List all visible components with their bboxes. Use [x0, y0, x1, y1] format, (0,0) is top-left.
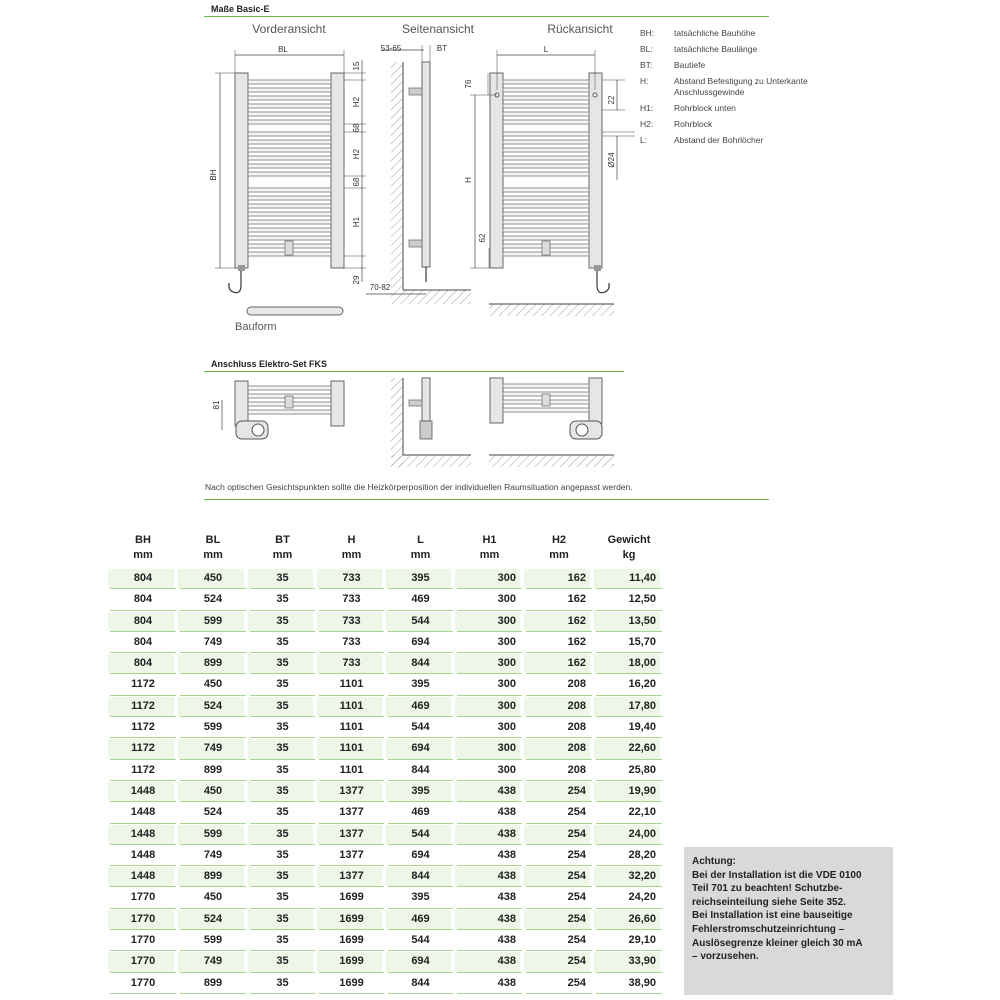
- table-row: [108, 738, 664, 759]
- table-cell: 19,40: [594, 717, 664, 738]
- table-row: [108, 696, 664, 717]
- legend-key: H:: [640, 76, 649, 86]
- table-cell: 22,10: [594, 802, 664, 823]
- section-title-elektro: Anschluss Elektro-Set FKS: [211, 359, 328, 369]
- table-cell: 300: [455, 760, 524, 781]
- table-cell: 254: [524, 845, 594, 866]
- table-cell: 1377: [317, 781, 386, 802]
- table-cell: 24,00: [594, 824, 664, 845]
- table-cell: 1172: [108, 717, 178, 738]
- dim-70-82: 70-82: [369, 283, 391, 292]
- table-cell: 1101: [317, 696, 386, 717]
- header-unit: mm: [549, 549, 569, 561]
- table-cell: 254: [524, 887, 594, 908]
- table-cell: 11,40: [594, 568, 664, 589]
- table-cell: 208: [524, 696, 594, 717]
- table-cell: 438: [455, 824, 524, 845]
- back-view-drawing: [464, 45, 635, 316]
- table-cell: 844: [386, 653, 455, 674]
- table-cell: 749: [178, 738, 248, 759]
- legend: [640, 28, 814, 151]
- table-cell: 694: [386, 845, 455, 866]
- table-cell: 162: [524, 568, 594, 589]
- legend-row-bt: [640, 60, 814, 71]
- warning-line: Bei der Installation ist die VDE 0100: [692, 869, 862, 881]
- table-cell: 733: [317, 611, 386, 632]
- table-cell: 733: [317, 653, 386, 674]
- table-cell: 1377: [317, 866, 386, 887]
- table-cell: 1699: [317, 930, 386, 951]
- header-unit: kg: [622, 549, 636, 561]
- table-row: [108, 568, 664, 589]
- legend-row-h2: [640, 119, 814, 130]
- elektro-set-drawings: [212, 378, 614, 468]
- table-cell: 35: [248, 674, 317, 695]
- table-cell: 208: [524, 717, 594, 738]
- table-cell: 22,60: [594, 738, 664, 759]
- dim-81: 81: [212, 400, 221, 410]
- table-cell: 35: [248, 696, 317, 717]
- table-cell: 1699: [317, 951, 386, 972]
- legend-row-h: [640, 76, 814, 98]
- table-cell: 1448: [108, 824, 178, 845]
- legend-key: BH:: [640, 28, 655, 38]
- table-cell: 300: [455, 653, 524, 674]
- legend-value: tatsächliche Baulänge: [674, 44, 758, 54]
- warning-line: – vorzusehen.: [692, 951, 759, 963]
- table-cell: 24,20: [594, 887, 664, 908]
- warning-title: Achtung:: [692, 856, 736, 867]
- table-cell: 733: [317, 589, 386, 610]
- dim-24: Ø24: [607, 152, 616, 168]
- table-cell: 804: [108, 589, 178, 610]
- table-row: [108, 845, 664, 866]
- table-cell: 25,80: [594, 760, 664, 781]
- table-cell: 300: [455, 696, 524, 717]
- table-cell: 544: [386, 824, 455, 845]
- table-cell: 1377: [317, 802, 386, 823]
- dimensions-table: [108, 528, 664, 994]
- table-row: [108, 589, 664, 610]
- table-cell: 844: [386, 973, 455, 994]
- table-cell: 208: [524, 674, 594, 695]
- header-name: H1: [482, 534, 497, 546]
- table-cell: 749: [178, 845, 248, 866]
- table-cell: 35: [248, 632, 317, 653]
- table-row: [108, 824, 664, 845]
- table-cell: 35: [248, 845, 317, 866]
- side-view-drawing: [366, 44, 471, 304]
- legend-row-l: [640, 135, 814, 146]
- table-header: [108, 528, 664, 568]
- table-cell: 450: [178, 568, 248, 589]
- table-cell: 12,50: [594, 589, 664, 610]
- table-cell: 35: [248, 653, 317, 674]
- table-header-cell: [594, 528, 664, 568]
- legend-key: H2:: [640, 119, 654, 129]
- dim-h2-a: H2: [352, 96, 361, 108]
- header-name: Gewicht: [607, 534, 651, 546]
- table-row: [108, 802, 664, 823]
- table-cell: 1101: [317, 674, 386, 695]
- table-cell: 35: [248, 909, 317, 930]
- table-cell: 438: [455, 973, 524, 994]
- view-label-front: Vorderansicht: [252, 22, 326, 36]
- table-cell: 13,50: [594, 611, 664, 632]
- table-cell: 300: [455, 674, 524, 695]
- table-cell: 524: [178, 589, 248, 610]
- table-cell: 19,90: [594, 781, 664, 802]
- section-title-masse: Maße Basic-E: [211, 4, 270, 14]
- table-cell: 544: [386, 717, 455, 738]
- warning-line: Fehlerstromschutzeinrichtung –: [692, 923, 845, 935]
- dim-53-65: 53-65: [380, 44, 402, 53]
- table-cell: 749: [178, 632, 248, 653]
- table-cell: 694: [386, 738, 455, 759]
- table-cell: 32,20: [594, 866, 664, 887]
- table-cell: 599: [178, 717, 248, 738]
- table-cell: 33,90: [594, 951, 664, 972]
- table-cell: 35: [248, 930, 317, 951]
- table-cell: 524: [178, 696, 248, 717]
- legend-key: H1:: [640, 103, 654, 113]
- table-cell: 438: [455, 866, 524, 887]
- table-cell: 162: [524, 589, 594, 610]
- legend-row-bl: [640, 44, 814, 55]
- table-header-cell: [317, 528, 386, 568]
- table-cell: 1770: [108, 930, 178, 951]
- table-cell: 1101: [317, 760, 386, 781]
- table-cell: 1699: [317, 973, 386, 994]
- table-cell: 35: [248, 802, 317, 823]
- table-cell: 395: [386, 674, 455, 695]
- table-cell: 733: [317, 632, 386, 653]
- header-unit: mm: [203, 549, 223, 561]
- table-cell: 254: [524, 909, 594, 930]
- table-cell: 17,80: [594, 696, 664, 717]
- table-cell: 599: [178, 824, 248, 845]
- table-row: [108, 611, 664, 632]
- section-rule-bottom: [204, 499, 769, 500]
- table-cell: 395: [386, 568, 455, 589]
- table-cell: 1377: [317, 845, 386, 866]
- table-cell: 254: [524, 824, 594, 845]
- table-header-cell: [455, 528, 524, 568]
- table-cell: 438: [455, 781, 524, 802]
- table-cell: 26,60: [594, 909, 664, 930]
- table-cell: 1101: [317, 717, 386, 738]
- table-cell: 254: [524, 951, 594, 972]
- dim-bl: BL: [278, 45, 288, 54]
- dim-15: 15: [352, 61, 361, 71]
- header-name: L: [417, 534, 424, 546]
- table-cell: 38,90: [594, 973, 664, 994]
- dim-29: 29: [352, 275, 361, 285]
- table-cell: 35: [248, 738, 317, 759]
- header-name: BT: [275, 534, 290, 546]
- table-cell: 749: [178, 951, 248, 972]
- warning-box: [684, 847, 893, 995]
- table-cell: 1699: [317, 909, 386, 930]
- table-cell: 35: [248, 866, 317, 887]
- table-cell: 395: [386, 887, 455, 908]
- legend-row-h1: [640, 103, 814, 114]
- table-cell: 35: [248, 611, 317, 632]
- table-cell: 733: [317, 568, 386, 589]
- table-cell: 544: [386, 930, 455, 951]
- dim-68-a: 68: [352, 123, 361, 133]
- table-row: [108, 930, 664, 951]
- table-cell: 450: [178, 781, 248, 802]
- bauform-shape: [247, 307, 343, 315]
- table-cell: 469: [386, 696, 455, 717]
- legend-key: L:: [640, 135, 648, 145]
- table-cell: 254: [524, 781, 594, 802]
- legend-value: Bautiefe: [674, 60, 706, 70]
- table-cell: 300: [455, 568, 524, 589]
- table-cell: 899: [178, 973, 248, 994]
- table-cell: 29,10: [594, 930, 664, 951]
- table-row: [108, 887, 664, 908]
- table-cell: 254: [524, 973, 594, 994]
- table-row: [108, 674, 664, 695]
- table-cell: 804: [108, 632, 178, 653]
- table-row: [108, 866, 664, 887]
- dim-h1: H1: [352, 216, 361, 228]
- section-rule-elektro: [204, 371, 624, 372]
- table-cell: 804: [108, 568, 178, 589]
- table-cell: 1377: [317, 824, 386, 845]
- table-cell: 1172: [108, 674, 178, 695]
- table-row: [108, 951, 664, 972]
- table-row: [108, 653, 664, 674]
- table-cell: 1448: [108, 866, 178, 887]
- legend-value: Abstand Befestigung zu Unterkante Anschlussgewinde: [674, 76, 808, 97]
- table-cell: 35: [248, 973, 317, 994]
- table-cell: 15,70: [594, 632, 664, 653]
- table-cell: 1448: [108, 802, 178, 823]
- table-cell: 438: [455, 930, 524, 951]
- table-cell: 844: [386, 760, 455, 781]
- table-cell: 300: [455, 717, 524, 738]
- table-cell: 469: [386, 802, 455, 823]
- table-body: [108, 568, 664, 994]
- installation-note: Nach optischen Gesichtspunkten sollte die Heizkörperposition der individuellen Raumsituation angepasst werden.: [205, 482, 633, 492]
- table-row: [108, 781, 664, 802]
- dim-h2-b: H2: [352, 148, 361, 160]
- header-name: BH: [135, 534, 151, 546]
- header-unit: mm: [410, 549, 431, 561]
- legend-key: BL:: [640, 44, 653, 54]
- table-cell: 544: [386, 611, 455, 632]
- table-cell: 35: [248, 568, 317, 589]
- legend-value: Abstand der Bohrlöcher: [674, 135, 764, 145]
- table-header-cell: [248, 528, 317, 568]
- table-cell: 469: [386, 909, 455, 930]
- header-unit: mm: [341, 549, 362, 561]
- table-cell: 450: [178, 674, 248, 695]
- dim-68-b: 68: [352, 177, 361, 187]
- table-cell: 438: [455, 909, 524, 930]
- table-row: [108, 760, 664, 781]
- table-cell: 1770: [108, 909, 178, 930]
- table-cell: 35: [248, 589, 317, 610]
- table-cell: 35: [248, 717, 317, 738]
- warning-line: Teil 701 zu beachten! Schutzbe-: [692, 883, 843, 895]
- legend-value: Rohrblock unten: [674, 103, 736, 113]
- warning-line: reichseinteilung siehe Seite 352.: [692, 896, 846, 908]
- header-unit: mm: [133, 549, 153, 561]
- dim-h: H: [464, 177, 473, 183]
- table-cell: 254: [524, 802, 594, 823]
- table-cell: 254: [524, 930, 594, 951]
- table-cell: 162: [524, 611, 594, 632]
- table-cell: 395: [386, 781, 455, 802]
- table-cell: 804: [108, 653, 178, 674]
- header-name: H: [347, 534, 356, 546]
- table-cell: 599: [178, 611, 248, 632]
- table-cell: 899: [178, 866, 248, 887]
- table-cell: 1770: [108, 951, 178, 972]
- table-row: [108, 632, 664, 653]
- table-cell: 899: [178, 760, 248, 781]
- table-cell: 1770: [108, 973, 178, 994]
- dim-bt: BT: [436, 44, 448, 53]
- bauform-label: Bauform: [235, 321, 277, 333]
- table-cell: 162: [524, 653, 594, 674]
- table-cell: 450: [178, 887, 248, 908]
- table-cell: 1172: [108, 696, 178, 717]
- table-cell: 35: [248, 887, 317, 908]
- legend-value: Rohrblock: [674, 119, 713, 129]
- table-cell: 1172: [108, 760, 178, 781]
- table-cell: 1699: [317, 887, 386, 908]
- table-cell: 1448: [108, 781, 178, 802]
- table-cell: 1172: [108, 738, 178, 759]
- dim-76: 76: [464, 79, 473, 89]
- table-header-cell: [108, 528, 178, 568]
- legend-key: BT:: [640, 60, 653, 70]
- warning-line: Bei Installation ist eine bauseitige: [692, 910, 853, 922]
- table-cell: 162: [524, 632, 594, 653]
- table-cell: 1770: [108, 887, 178, 908]
- table-cell: 300: [455, 589, 524, 610]
- table-cell: 599: [178, 930, 248, 951]
- table-header-cell: [386, 528, 455, 568]
- table-row: [108, 973, 664, 994]
- view-label-side: Seitenansicht: [401, 22, 475, 36]
- table-cell: 524: [178, 802, 248, 823]
- table-cell: 208: [524, 760, 594, 781]
- table-cell: 844: [386, 866, 455, 887]
- warning-line: Auslösegrenze kleiner gleich 30 mA: [692, 937, 863, 949]
- table-row: [108, 909, 664, 930]
- table-cell: 254: [524, 866, 594, 887]
- header-name: BL: [205, 534, 221, 546]
- table-cell: 804: [108, 611, 178, 632]
- table-cell: 438: [455, 951, 524, 972]
- table-header-cell: [524, 528, 594, 568]
- table-cell: 899: [178, 653, 248, 674]
- table-cell: 300: [455, 632, 524, 653]
- table-cell: 18,00: [594, 653, 664, 674]
- legend-row-bh: [640, 28, 814, 39]
- dim-bh: BH: [209, 169, 218, 181]
- table-cell: 469: [386, 589, 455, 610]
- table-cell: 35: [248, 951, 317, 972]
- dim-62: 62: [478, 233, 487, 243]
- table-cell: 208: [524, 738, 594, 759]
- table-cell: 1448: [108, 845, 178, 866]
- header-unit: mm: [272, 549, 293, 561]
- table-cell: 35: [248, 760, 317, 781]
- table-cell: 35: [248, 781, 317, 802]
- table-cell: 438: [455, 845, 524, 866]
- table-cell: 16,20: [594, 674, 664, 695]
- table-cell: 28,20: [594, 845, 664, 866]
- dim-22: 22: [607, 95, 616, 105]
- legend-value: tatsächliche Bauhöhe: [674, 28, 756, 38]
- front-view-drawing: [209, 45, 366, 293]
- table-cell: 694: [386, 951, 455, 972]
- table-cell: 694: [386, 632, 455, 653]
- table-cell: 524: [178, 909, 248, 930]
- table-header-cell: [178, 528, 248, 568]
- table-cell: 438: [455, 887, 524, 908]
- view-label-back: Rückansicht: [547, 22, 613, 36]
- table-cell: 300: [455, 611, 524, 632]
- table-row: [108, 717, 664, 738]
- header-unit: mm: [479, 549, 500, 561]
- table-cell: 300: [455, 738, 524, 759]
- dim-l: L: [543, 45, 549, 54]
- table-cell: 438: [455, 802, 524, 823]
- table-cell: 35: [248, 824, 317, 845]
- header-name: H2: [551, 534, 567, 546]
- table-cell: 1101: [317, 738, 386, 759]
